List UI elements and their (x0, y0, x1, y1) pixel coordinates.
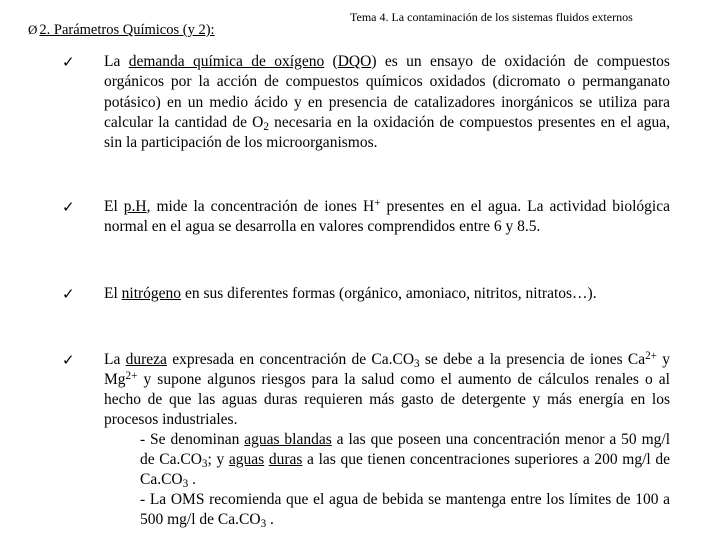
checkmark-icon: ✓ (62, 198, 75, 216)
term-aguas-blandas: aguas blandas (244, 431, 332, 448)
checkmark-icon: ✓ (62, 285, 75, 303)
item-text: La dureza expresada en concentración de $Ca.CO_3$ se debe a la presencia de iones $Ca^{2+}$ y $Mg^{2+}$ y supone algunos riesgos para la salud como el aumento de cálculos renales o al hecho de que las aguas duras requieren más gasto de detergente y más energía en los procesos industriales. - Se denominan aguas blandas a las que poseen una concentración menor a 50 mg/l de $Ca.CO_3$; y aguas duras a las que tienen concentraciones superiores a 200 mg/l de $Ca.CO_3$ . - La OMS recomienda que el agua de bebida se mantenga entre los límites de 100 a 500 mg/l de $Ca.CO_3$ . (104, 349, 671, 530)
term-duras: duras (268, 451, 303, 468)
bullet-oms: - La OMS recomienda que el agua de bebida se mantenga entre los límites de 100 a 500 mg/l de $Ca.CO_3$ . (140, 491, 670, 530)
checkmark-icon: ✓ (62, 53, 75, 71)
term-dqo: demanda química de oxígeno (128, 53, 325, 70)
arrow-bullet-icon: Ø (28, 22, 38, 37)
abbr-dqo: DQO (337, 53, 372, 70)
term-aguas: aguas (228, 451, 265, 468)
term-nitrogeno: nitrógeno (121, 285, 182, 302)
term-dureza: dureza (125, 351, 167, 368)
slide-header: Tema 4. La contaminación de los sistemas fluidos externos (350, 10, 633, 24)
checkmark-icon: ✓ (62, 351, 75, 369)
term-ph: p.H (123, 198, 147, 215)
item-text: La demanda química de oxígeno (DQO) es un ensayo de oxidación de compuestos orgánicos por la acción de compuestos químicos oxidados (dicromato o permanganato potásico) en un medio ácido y en presencia de catalizadores inorgánicos se utiliza para calcular la cantidad de $O_2$ necesaria en la oxidación de compuestos presentes en el agua, sin la participación de los microorganismos. (104, 53, 670, 152)
section-title-text: 2. Parámetros Químicos (y 2): (39, 22, 215, 38)
section-title (28, 22, 215, 39)
bullet-aguas-blandas-duras: - Se denominan aguas blandas a las que poseen una concentración menor a 50 mg/l de $Ca.CO_3$; y aguas duras a las que tienen concentraciones superiores a 200 mg/l de $Ca.CO_3$ . (140, 431, 671, 490)
item-text: El nitrógeno en sus diferentes formas (orgánico, amoniaco, nitritos, nitratos…). (104, 285, 597, 302)
item-text: El p.H, mide la concentración de iones H+ presentes en el agua. La actividad biológica normal en el agua se desarrolla en valores comprendidos entre 6 y 8.5. (104, 196, 670, 236)
